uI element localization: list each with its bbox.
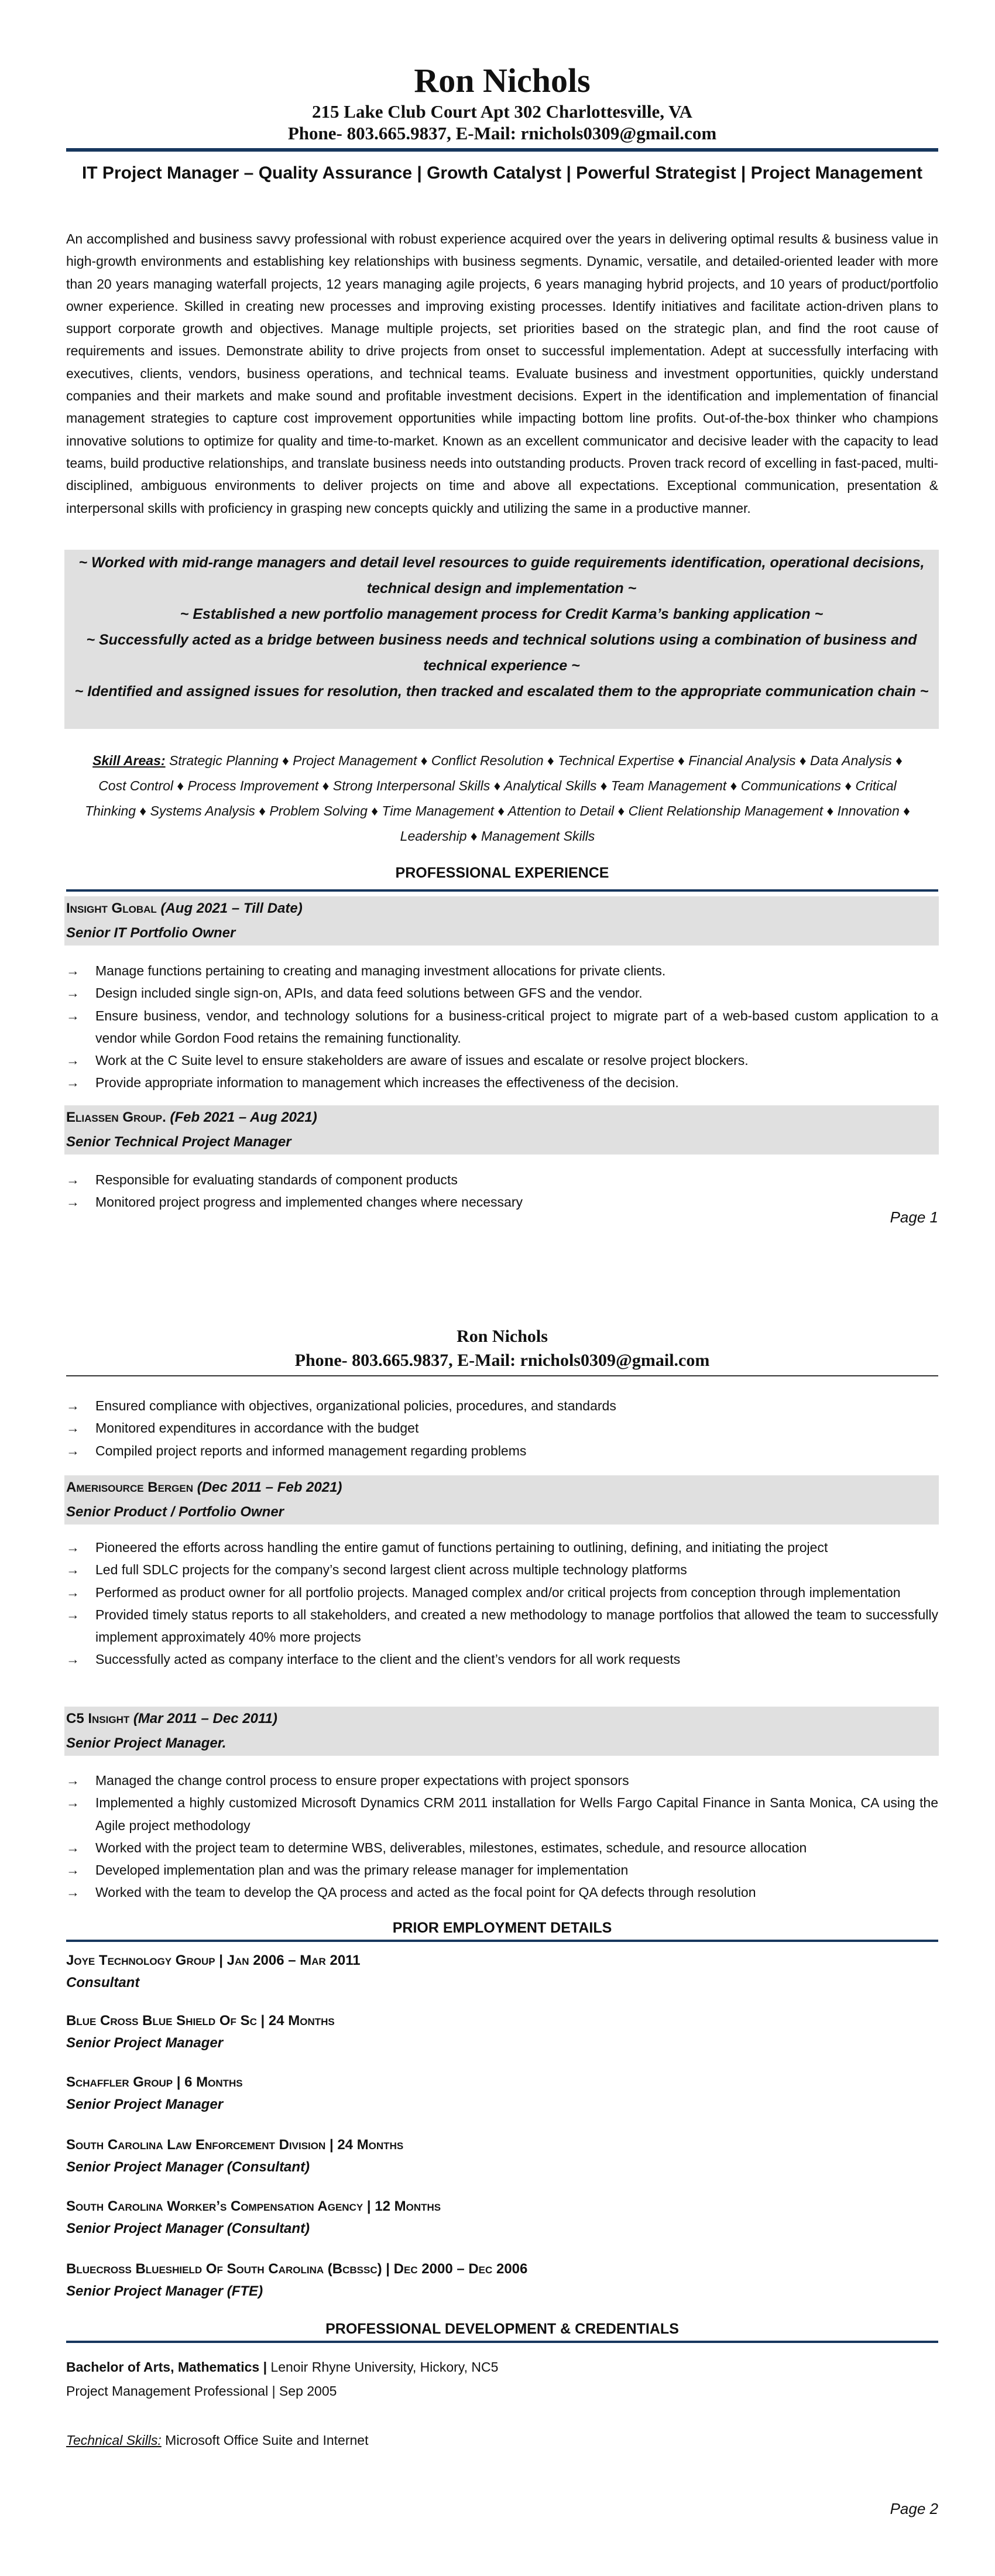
arrow-icon: → — [66, 963, 80, 978]
bullet-text: Ensured compliance with objectives, organizational policies, procedures, and standards — [95, 1398, 616, 1413]
bullet-text: Performed as product owner for all portfolio projects. Managed complex and/or critical projects from conception through implementation — [95, 1584, 901, 1600]
highlight-item: ~ Successfully acted as a bridge between business needs and technical solutions using a combination of business and technical experience ~ — [86, 632, 917, 674]
prior-title: Senior Project Manager (FTE) — [66, 2283, 263, 2299]
arrow-icon: → — [66, 985, 80, 1001]
arrow-icon: → — [66, 1773, 80, 1788]
technical-skills-value: Microsoft Office Suite and Internet — [161, 2433, 369, 2448]
technical-skills — [66, 2428, 938, 2452]
list-item — [66, 1005, 938, 1050]
section-heading-experience: PROFESSIONAL EXPERIENCE — [395, 865, 609, 881]
list-item — [66, 1395, 938, 1417]
list-item — [66, 1769, 938, 1791]
prior-entry — [66, 2010, 938, 2054]
bullet-text: Pioneered the efforts across handling the entire gamut of functions pertaining to outlining, defining, and initiating the project — [95, 1540, 828, 1555]
arrow-icon: → — [66, 1443, 80, 1458]
company-name: Insight Global — [66, 900, 157, 916]
list-item — [66, 1049, 938, 1071]
list-item — [66, 1169, 938, 1191]
arrow-icon: → — [66, 1398, 80, 1413]
list-item — [66, 1881, 938, 1903]
bullet-text: Monitored project progress and implemented changes where necessary — [95, 1194, 523, 1210]
skill-areas-label: Skill Areas: — [92, 753, 166, 768]
prior-title: Senior Project Manager (Consultant) — [66, 2159, 310, 2175]
arrow-icon: → — [66, 1584, 80, 1600]
prior-company: Blue Cross Blue Shield Of Sc | 24 Months — [66, 2013, 335, 2029]
page-number: Page 2 — [890, 2500, 938, 2517]
degree: Bachelor of Arts, Mathematics | — [66, 2359, 267, 2375]
prior-entry — [66, 2195, 938, 2240]
list-item — [66, 1837, 938, 1859]
job-title: Senior IT Portfolio Owner — [66, 925, 236, 941]
list-item — [66, 1071, 938, 1094]
company-name: Amerisource Bergen — [66, 1479, 194, 1495]
bullet-text: Work at the C Suite level to ensure stakeholders are aware of issues and escalate or resolve project blockers. — [95, 1053, 749, 1068]
bullet-text: Compiled project reports and informed management regarding problems — [95, 1443, 527, 1458]
job-title: Senior Project Manager. — [66, 1735, 227, 1751]
headline: IT Project Manager – Quality Assurance | Growth Catalyst | Powerful Strategist | Project Management — [81, 163, 923, 183]
bullet-text: Successfully acted as company interface to the client and the client’s vendors for all work requests — [95, 1652, 681, 1667]
prior-company: Bluecross Blueshield Of South Carolina (Bcbssc) | Dec 2000 – Dec 2006 — [66, 2261, 528, 2277]
prior-title: Consultant — [66, 1975, 140, 1991]
prior-title: Senior Project Manager — [66, 2097, 224, 2112]
highlight-item: ~ Established a new portfolio management process for Credit Karma’s banking application ~ — [180, 606, 824, 622]
bullet-text: Led full SDLC projects for the company’s second largest client across multiple technology platforms — [95, 1562, 687, 1578]
job-title: Senior Technical Project Manager — [66, 1134, 291, 1150]
arrow-icon: → — [66, 1053, 80, 1068]
list-item — [66, 1558, 938, 1581]
list-item — [66, 1191, 938, 1213]
skill-areas — [82, 748, 913, 849]
company-name: Eliassen Group. — [66, 1109, 166, 1125]
prior-entry — [66, 2071, 938, 2116]
job-bullets — [66, 1536, 938, 1671]
job-header — [64, 1105, 939, 1155]
arrow-icon: → — [66, 1885, 80, 1900]
candidate-name-page2: Ron Nichols — [457, 1327, 548, 1346]
bullet-text: Worked with the team to develop the QA process and acted as the focal point for QA defects through resolution — [95, 1885, 756, 1900]
bullet-text: Design included single sign-on, APIs, and data feed solutions between GFS and the vendor. — [95, 985, 643, 1001]
job-bullets — [66, 1395, 938, 1462]
arrow-icon: → — [66, 1606, 80, 1622]
arrow-icon: → — [66, 1540, 80, 1555]
bullet-text: Monitored expenditures in accordance with the budget — [95, 1420, 419, 1436]
school: Lenoir Rhyne University, Hickory, NC5 — [267, 2359, 499, 2375]
bullet-text: Manage functions pertaining to creating and managing investment allocations for private clients. — [95, 963, 666, 978]
page2-divider — [66, 1375, 938, 1376]
arrow-icon: → — [66, 1652, 80, 1667]
prior-company: Joye Technology Group | Jan 2006 – Mar 2011 — [66, 1952, 361, 1968]
summary-paragraph: An accomplished and business savvy professional with robust experience acquired over the years in delivering optimal results & business value in high-growth environments and establishing key relationships with business segments. Dynamic, versatile, and detailed-oriented leader with more than 20 years managing waterfall projects, 12 years managing agile projects, 6 years managing hybrid projects, and 10 years of product/portfolio owner experience. Skilled in creating new processes and improving existing processes. Identify initiatives and facilitate action-driven plans to support corporate growth and objectives. Manage multiple projects, set priorities based on the strategic plan, and find the root cause of requirements and issues. Demonstrate ability to drive projects from onset to successful implementation. Adept at successfully interfacing with executives, clients, vendors, business operations, and technical teams. Evaluate business and investment opportunities, quickly understand companies and their markets and make sound and profitable investment decisions. Expert in the identification and implementation of financial management strategies to capture cost improvement opportunities while impacting bottom line profits. Out-of-the-box thinker who champions innovative solutions to optimize for quality and time-to-market. Known as an excellent communicator and decisive leader with the capacity to lead teams, build productive relationships, and translate business needs into outstanding products. Proven track record of excelling in fast-paced, multi-disciplined, ambiguous environments to deliver projects on time and above all expectations. Exceptional communication, presentation & interpersonal skills with proficiency in grasping new concepts quickly and utilizing the same in a productive manner. — [66, 231, 938, 516]
list-item — [66, 1859, 938, 1881]
bullet-text: Provided timely status reports to all stakeholders, and created a new methodology to manage portfolios that allowed the team to successfully implement approximately 40% more projects — [95, 1606, 938, 1645]
list-item — [66, 1648, 938, 1670]
job-header — [64, 1475, 939, 1525]
arrow-icon: → — [66, 1008, 80, 1023]
list-item — [66, 1536, 938, 1558]
bullet-text: Developed implementation plan and was the primary release manager for implementation — [95, 1862, 629, 1878]
arrow-icon: → — [66, 1172, 80, 1187]
section-divider — [66, 889, 938, 892]
prior-title: Senior Project Manager — [66, 2035, 224, 2051]
prior-entry — [66, 2258, 938, 2303]
highlights-box — [64, 550, 939, 729]
section-divider — [66, 2341, 938, 2343]
skill-areas-list: Strategic Planning ♦ Project Management ♦ Conflict Resolution ♦ Technical Expertise ♦ Financial Analysis ♦ Data Analysis ♦ Cost Control ♦ Process Improvement ♦ Strong Interpersonal Skills ♦ Analytical Skills ♦ Team Management ♦ Communications ♦ Critical Thinking ♦ Systems Analysis ♦ Problem Solving ♦ Time Management ♦ Attention to Detail ♦ Client Relationship Management ♦ Innovation ♦ Leadership ♦ Management Skills — [85, 753, 910, 844]
section-divider — [66, 1940, 938, 1942]
prior-company: South Carolina Worker’s Compensation Agency | 12 Months — [66, 2198, 441, 2214]
address: 215 Lake Club Court Apt 302 Charlottesville, VA — [312, 101, 692, 122]
prior-company: Schaffler Group | 6 Months — [66, 2074, 243, 2090]
arrow-icon: → — [66, 1795, 80, 1811]
job-dates: (Feb 2021 – Aug 2021) — [170, 1109, 317, 1125]
highlight-item: ~ Worked with mid-range managers and detail level resources to guide requirements identification, operational decisions, technical design and implementation ~ — [78, 554, 925, 597]
bullet-text: Provide appropriate information to management which increases the effectiveness of the decision. — [95, 1075, 679, 1091]
list-item — [66, 1417, 938, 1439]
bullet-text: Implemented a highly customized Microsoft Dynamics CRM 2011 installation for Wells Fargo Capital Finance in Santa Monica, CA using the Agile project methodology — [95, 1795, 938, 1833]
page-number: Page 1 — [890, 1208, 938, 1226]
technical-skills-label: Technical Skills: — [66, 2433, 162, 2448]
arrow-icon: → — [66, 1420, 80, 1436]
list-item — [66, 1604, 938, 1649]
arrow-icon: → — [66, 1862, 80, 1878]
bullet-text: Responsible for evaluating standards of component products — [95, 1172, 458, 1187]
arrow-icon: → — [66, 1075, 80, 1091]
job-bullets — [66, 1769, 938, 1904]
list-item — [66, 1581, 938, 1604]
section-heading-prior: PRIOR EMPLOYMENT DETAILS — [392, 1920, 612, 1936]
header-divider — [66, 148, 938, 152]
prior-entry — [66, 1950, 938, 1994]
bullet-text: Managed the change control process to ensure proper expectations with project sponsors — [95, 1773, 629, 1788]
arrow-icon: → — [66, 1194, 80, 1210]
bullet-text: Ensure business, vendor, and technology solutions for a business-critical project to migrate part of a web-based custom application to a vendor while Gordon Food retains the remaining functionality. — [95, 1008, 938, 1046]
certification: Project Management Professional | Sep 2005 — [66, 2383, 337, 2399]
highlight-item: ~ Identified and assigned issues for resolution, then tracked and escalated them to the appropriate communication chain ~ — [74, 683, 929, 700]
list-item — [66, 960, 938, 982]
job-bullets — [66, 960, 938, 1094]
section-heading-development: PROFESSIONAL DEVELOPMENT & CREDENTIALS — [325, 2321, 679, 2337]
job-header — [64, 896, 939, 946]
candidate-name: Ron Nichols — [414, 61, 591, 100]
prior-title: Senior Project Manager (Consultant) — [66, 2221, 310, 2236]
list-item — [66, 1791, 938, 1837]
job-header — [64, 1707, 939, 1756]
arrow-icon: → — [66, 1562, 80, 1578]
bullet-text: Worked with the project team to determine WBS, deliverables, milestones, estimates, schedule, and resource allocation — [95, 1839, 807, 1855]
contact-info-page2: Phone- 803.665.9837, E-Mail: rnichols0309@gmail.com — [294, 1351, 710, 1370]
arrow-icon: → — [66, 1839, 80, 1855]
list-item — [66, 982, 938, 1004]
job-dates: (Aug 2021 – Till Date) — [160, 900, 303, 916]
job-bullets — [66, 1169, 938, 1214]
list-item — [66, 1440, 938, 1462]
job-dates: (Mar 2011 – Dec 2011) — [133, 1711, 277, 1727]
prior-entry — [66, 2134, 938, 2178]
contact-info: Phone- 803.665.9837, E-Mail: rnichols0309@gmail.com — [287, 123, 717, 143]
job-title: Senior Product / Portfolio Owner — [66, 1504, 284, 1520]
job-dates: (Dec 2011 – Feb 2021) — [197, 1479, 342, 1495]
prior-company: South Carolina Law Enforcement Division | 24 Months — [66, 2137, 404, 2153]
company-name: C5 Insight — [66, 1711, 130, 1727]
degree-line — [66, 2355, 938, 2379]
